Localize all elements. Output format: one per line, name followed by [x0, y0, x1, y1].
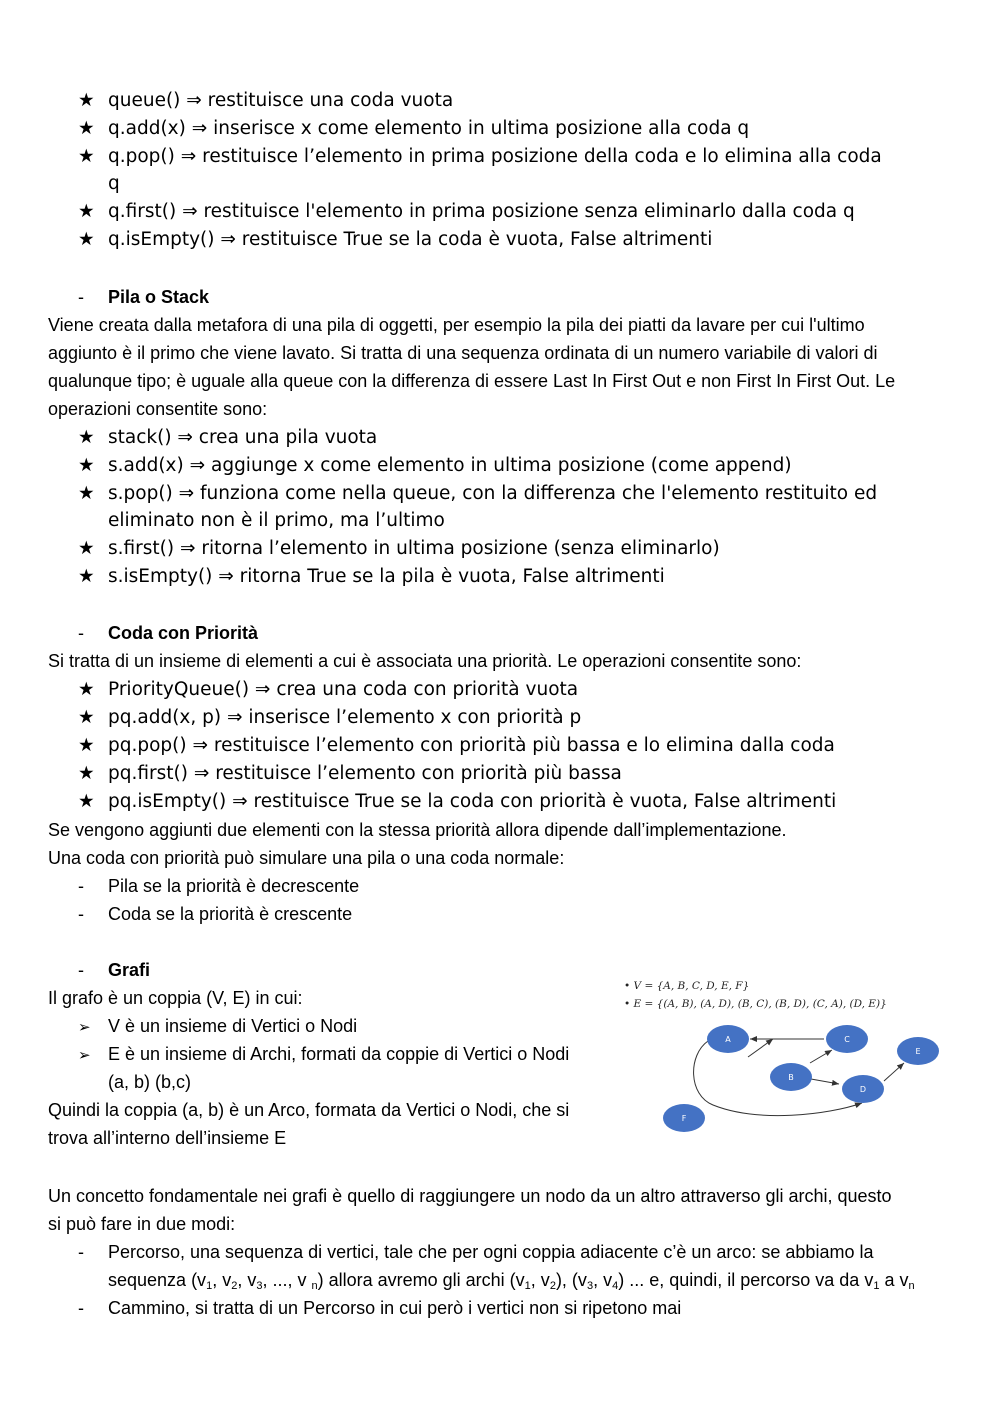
- edge-set-label: • E = {(A, B), (A, D), (B, C), (B, D), (C, A), (D, E)}: [624, 998, 887, 1010]
- pq-op: pq.isEmpty() ⇒ restituisce True se la coda con priorità è vuota, False altrimenti: [108, 791, 837, 812]
- pq-op: pq.first() ⇒ restituisce l’elemento con priorità più bassa: [108, 763, 622, 784]
- graph-node-d: [842, 1075, 884, 1103]
- paragraph-line: qualunque tipo; è uguale alla queue con la differenza di essere Last In First Out e non First In First Out. Le: [48, 371, 896, 391]
- pq-op: pq.add(x, p) ⇒ inserisce l’elemento x con priorità p: [108, 707, 582, 728]
- graph-node-b: [770, 1063, 812, 1091]
- svg-text:D: D: [859, 1085, 867, 1094]
- star-bullet-icon: ★: [78, 791, 95, 812]
- paragraph-line: Quindi la coppia (a, b) è un Arco, formata da Vertici o Nodi, che si: [48, 1100, 570, 1120]
- star-bullet-icon: ★: [78, 118, 95, 139]
- paragraph-line: Il grafo è un coppia (V, E) in cui:: [48, 988, 303, 1008]
- list-item-continued: (a, b) (b,c): [108, 1072, 192, 1092]
- edge-b-c: [810, 1050, 832, 1063]
- arrow-bullet-icon: ➢: [78, 1019, 91, 1036]
- paragraph-line: trova all’interno dell’insieme E: [48, 1128, 287, 1148]
- queue-op: q.add(x) ⇒ inserisce x come elemento in ultima posizione alla coda q: [108, 118, 750, 139]
- paragraph-line: si può fare in due modi:: [48, 1214, 236, 1234]
- star-bullet-icon: ★: [78, 229, 95, 250]
- svg-text:E: E: [915, 1047, 921, 1056]
- paragraph-line: Una coda con priorità può simulare una pila o una coda normale:: [48, 848, 565, 868]
- paragraph-line: aggiunto è il primo che viene lavato. Si tratta di una sequenza ordinata di un numero variabile di valori di: [48, 343, 878, 363]
- dash-bullet-icon: -: [78, 904, 84, 924]
- star-bullet-icon: ★: [78, 763, 95, 784]
- stack-op: s.first() ⇒ ritorna l’elemento in ultima posizione (senza eliminarlo): [108, 538, 720, 559]
- star-bullet-icon: ★: [78, 201, 95, 222]
- svg-text:C: C: [844, 1035, 850, 1044]
- stack-op-continued: eliminato non è il primo, ma l’ultimo: [108, 510, 445, 531]
- list-item: Pila se la priorità è decrescente: [108, 876, 360, 896]
- star-bullet-icon: ★: [78, 427, 95, 448]
- edge-d-e: [884, 1063, 904, 1081]
- list-item: E è un insieme di Archi, formati da coppie di Vertici o Nodi: [108, 1044, 570, 1064]
- graph-diagram: [618, 975, 948, 1140]
- queue-op: q.isEmpty() ⇒ restituisce True se la coda è vuota, False altrimenti: [108, 229, 713, 250]
- pq-op: PriorityQueue() ⇒ crea una coda con priorità vuota: [108, 679, 579, 700]
- svg-text:B: B: [788, 1073, 794, 1082]
- arrow-bullet-icon: ➢: [78, 1047, 91, 1064]
- svg-text:F: F: [681, 1114, 687, 1123]
- star-bullet-icon: ★: [78, 538, 95, 559]
- dash-bullet-icon: -: [78, 287, 84, 307]
- path-definition: Percorso, una sequenza di vertici, tale che per ogni coppia adiacente c’è un arco: se abbiamo la: [108, 1242, 874, 1262]
- edge-a-b: [748, 1039, 773, 1057]
- graph-node-f: [663, 1104, 705, 1132]
- dash-bullet-icon: -: [78, 876, 84, 896]
- edge-b-d: [811, 1079, 839, 1084]
- queue-op-continued: q: [108, 173, 120, 194]
- section-heading: Pila o Stack: [108, 287, 210, 307]
- vertex-set-label: • V = {A, B, C, D, E, F}: [624, 980, 750, 992]
- graph-node-a: [707, 1025, 749, 1053]
- stack-op: stack() ⇒ crea una pila vuota: [108, 427, 378, 448]
- pq-op: pq.pop() ⇒ restituisce l’elemento con priorità più bassa e lo elimina dalla coda: [108, 735, 835, 756]
- paragraph-line: Un concetto fondamentale nei grafi è quello di raggiungere un nodo da un altro attraverso gli archi, questo: [48, 1186, 892, 1206]
- dash-bullet-icon: -: [78, 1242, 84, 1262]
- star-bullet-icon: ★: [78, 146, 95, 167]
- stack-op: s.isEmpty() ⇒ ritorna True se la pila è vuota, False altrimenti: [108, 566, 665, 587]
- list-item: Coda se la priorità è crescente: [108, 904, 353, 924]
- queue-op: q.pop() ⇒ restituisce l’elemento in prima posizione della coda e lo elimina alla coda: [108, 146, 882, 167]
- star-bullet-icon: ★: [78, 707, 95, 728]
- star-bullet-icon: ★: [78, 735, 95, 756]
- dash-bullet-icon: -: [78, 623, 84, 643]
- star-bullet-icon: ★: [78, 455, 95, 476]
- list-item: V è un insieme di Vertici o Nodi: [108, 1016, 358, 1036]
- paragraph-line: operazioni consentite sono:: [48, 399, 268, 419]
- paragraph-line: Se vengono aggiunti due elementi con la stessa priorità allora dipende dall’implementazione.: [48, 820, 787, 840]
- star-bullet-icon: ★: [78, 566, 95, 587]
- walk-definition: Cammino, si tratta di un Percorso in cui però i vertici non si ripetono mai: [108, 1298, 682, 1318]
- star-bullet-icon: ★: [78, 483, 95, 504]
- path-definition-continued: sequenza ($v_1$, $v_2$, $v_3$, ..., v $_n$) allora avremo gli archi ($v_1$, $v_2$), ($v_3$, $v_4$) ... e, quindi, il percorso va da $v_1$ a $v_n$: [108, 1270, 915, 1292]
- dash-bullet-icon: -: [78, 960, 84, 980]
- star-bullet-icon: ★: [78, 679, 95, 700]
- stack-op: s.add(x) ⇒ aggiunge x come elemento in ultima posizione (come append): [108, 455, 792, 476]
- stack-op: s.pop() ⇒ funziona come nella queue, con la differenza che l'elemento restituito ed: [108, 483, 878, 504]
- dash-bullet-icon: -: [78, 1298, 84, 1318]
- queue-op: queue() ⇒ restituisce una coda vuota: [108, 90, 454, 111]
- section-heading: Coda con Priorità: [108, 623, 259, 643]
- paragraph-line: Si tratta di un insieme di elementi a cui è associata una priorità. Le operazioni consentite sono:: [48, 651, 802, 671]
- graph-node-e: [897, 1037, 939, 1065]
- paragraph-line: Viene creata dalla metafora di una pila di oggetti, per esempio la pila dei piatti da lavare per cui l'ultimo: [48, 315, 865, 335]
- star-bullet-icon: ★: [78, 90, 95, 111]
- graph-node-c: [826, 1025, 868, 1053]
- svg-text:A: A: [725, 1035, 731, 1044]
- section-heading: Grafi: [108, 960, 151, 980]
- queue-op: q.first() ⇒ restituisce l'elemento in prima posizione senza eliminarlo dalla coda q: [108, 201, 855, 222]
